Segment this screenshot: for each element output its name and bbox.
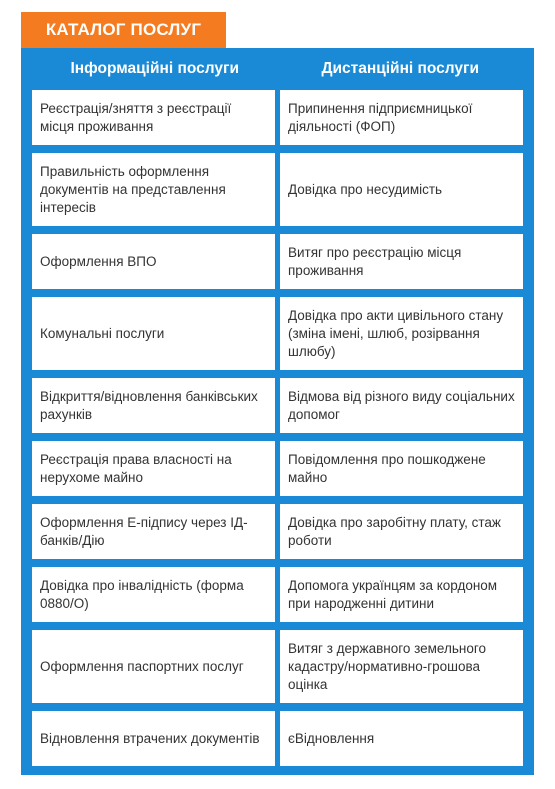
remote-service-cell: Довідка про заробітну плату, стаж роботи xyxy=(280,504,523,559)
info-service-cell: Оформлення Е-підпису через ІД-банків/Дію xyxy=(32,504,275,559)
remote-service-cell: Довідка про несудимість xyxy=(280,153,523,226)
remote-service-cell: Витяг про реєстрацію місця проживання xyxy=(280,234,523,289)
remote-service-cell: Припинення підприємницької діяльності (ФОП) xyxy=(280,90,523,145)
header-info-services: Інформаційні послуги xyxy=(70,60,239,77)
info-service-cell: Комунальні послуги xyxy=(32,297,275,370)
info-service-cell: Відновлення втрачених документів xyxy=(32,711,275,766)
services-rows xyxy=(32,90,523,766)
info-service-cell: Реєстрація права власності на нерухоме майно xyxy=(32,441,275,496)
remote-service-cell: Витяг з державного земельного кадастру/нормативно-грошова оцінка xyxy=(280,630,523,703)
remote-service-cell: Довідка про акти цивільного стану (зміна імені, шлюб, розірвання шлюбу) xyxy=(280,297,523,370)
service-row xyxy=(32,153,523,226)
catalog-title: КАТАЛОГ ПОСЛУГ xyxy=(21,12,226,48)
info-service-cell: Довідка про інвалідність (форма 0880/О) xyxy=(32,567,275,622)
service-row xyxy=(32,297,523,370)
remote-service-cell: Повідомлення про пошкоджене майно xyxy=(280,441,523,496)
service-row xyxy=(32,630,523,703)
info-service-cell: Реєстрація/зняття з реєстрації місця проживання xyxy=(32,90,275,145)
info-service-cell: Правильність оформлення документів на представлення інтересів xyxy=(32,153,275,226)
service-row xyxy=(32,90,523,145)
info-service-cell: Оформлення паспортних послуг xyxy=(32,630,275,703)
service-row xyxy=(32,711,523,766)
remote-service-cell: Відмова від різного виду соціальних допомог xyxy=(280,378,523,433)
service-row xyxy=(32,378,523,433)
column-headers xyxy=(32,48,523,90)
info-service-cell: Відкриття/відновлення банківських рахунків xyxy=(32,378,275,433)
service-row xyxy=(32,567,523,622)
header-remote-services: Дистанційні послуги xyxy=(321,60,480,77)
service-row xyxy=(32,504,523,559)
remote-service-cell: Допомога українцям за кордоном при народженні дитини xyxy=(280,567,523,622)
info-service-cell: Оформлення ВПО xyxy=(32,234,275,289)
service-row xyxy=(32,441,523,496)
remote-service-cell: єВідновлення xyxy=(280,711,523,766)
services-catalog xyxy=(21,48,534,775)
service-row xyxy=(32,234,523,289)
